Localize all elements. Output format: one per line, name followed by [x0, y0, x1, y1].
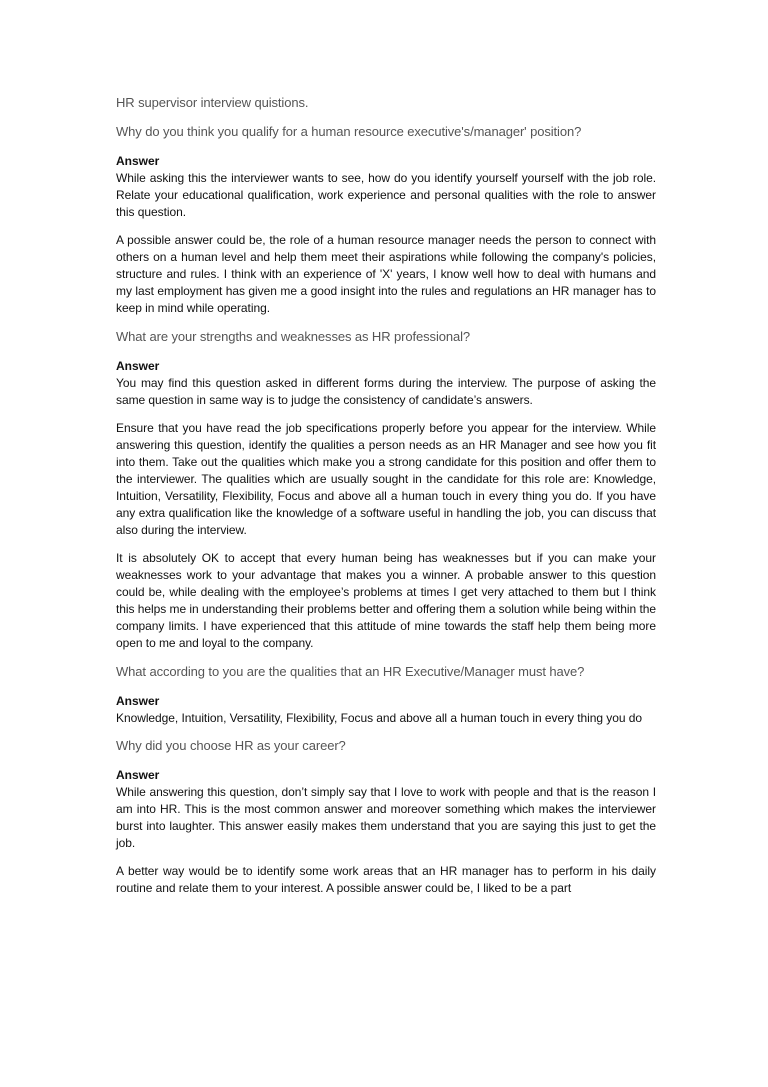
qa-section-2 [116, 328, 656, 652]
question-heading: What according to you are the qualities that an HR Executive/Manager must have? [116, 664, 585, 679]
answer-paragraph: It is absolutely OK to accept that every human being has weaknesses but if you can make your weaknesses work to your advantage that makes you a winner. A probable answer to this question could be, while dealing with the employee’s problems at times I get very attached to them but I think this helps me in understanding their problems better and offering them a solution while being within the company limits. I have experienced that this attitude of mine towards the staff help them being more open to me and loyal to the company. [116, 551, 656, 650]
answer-paragraph: A possible answer could be, the role of a human resource manager needs the person to connect with others on a human level and help them meet their aspirations while following the company's policies, structure and rules. I think with an experience of 'X' years, I know well how to deal with humans and my last employment has given me a good insight into the rules and regulations an HR manager has to keep in mind while operating. [116, 233, 656, 315]
answer-paragraph: While answering this question, don’t simply say that I love to work with people and that is the reason I am into HR. This is the most common answer and moreover something which makes the interviewer burst into laughter. This answer easily makes them understand that you are saying this just to get the job. [116, 785, 656, 850]
answer-paragraph: Knowledge, Intuition, Versatility, Flexibility, Focus and above all a human touch in every thing you do [116, 711, 643, 725]
answer-paragraph: Ensure that you have read the job specifications properly before you appear for the interview. While answering this question, identify the qualities a person needs as an HR Manager and see how you fit into them. Take out the qualities which make you a strong candidate for this position and offer them to the interviewer. The qualities which are usually sought in the candidate for this role are: Knowledge, Intuition, Versatility, Flexibility, Focus and above all a human touch in every thing you do. If you have any extra qualification like the knowledge of a software useful in handling the job, you can discuss that also during the interview. [116, 421, 656, 537]
question-heading: What are your strengths and weaknesses as HR professional? [116, 329, 471, 344]
answer-paragraph: A better way would be to identify some work areas that an HR manager has to perform in his daily routine and relate them to your interest. A possible answer could be, I liked to be a part [116, 864, 656, 895]
answer-paragraph: You may find this question asked in different forms during the interview. The purpose of asking the same question in same way is to judge the consistency of candidate’s answers. [116, 376, 656, 407]
answer-label: Answer [116, 359, 160, 373]
answer-label: Answer [116, 768, 160, 782]
question-heading: Why do you think you qualify for a human resource executive's/manager' position? [116, 124, 582, 139]
answer-label: Answer [116, 154, 160, 168]
qa-section-4 [116, 737, 656, 897]
question-heading: Why did you choose HR as your career? [116, 738, 346, 753]
qa-section-1 [116, 123, 656, 317]
answer-paragraph: While asking this the interviewer wants to see, how do you identify yourself yourself with the job role. Relate your educational qualification, work experience and personal qualities with the role to answer this question. [116, 171, 656, 219]
document-page [116, 94, 656, 908]
qa-section-3 [116, 663, 656, 727]
answer-label: Answer [116, 694, 160, 708]
document-title: HR supervisor interview quistions. [116, 95, 309, 110]
